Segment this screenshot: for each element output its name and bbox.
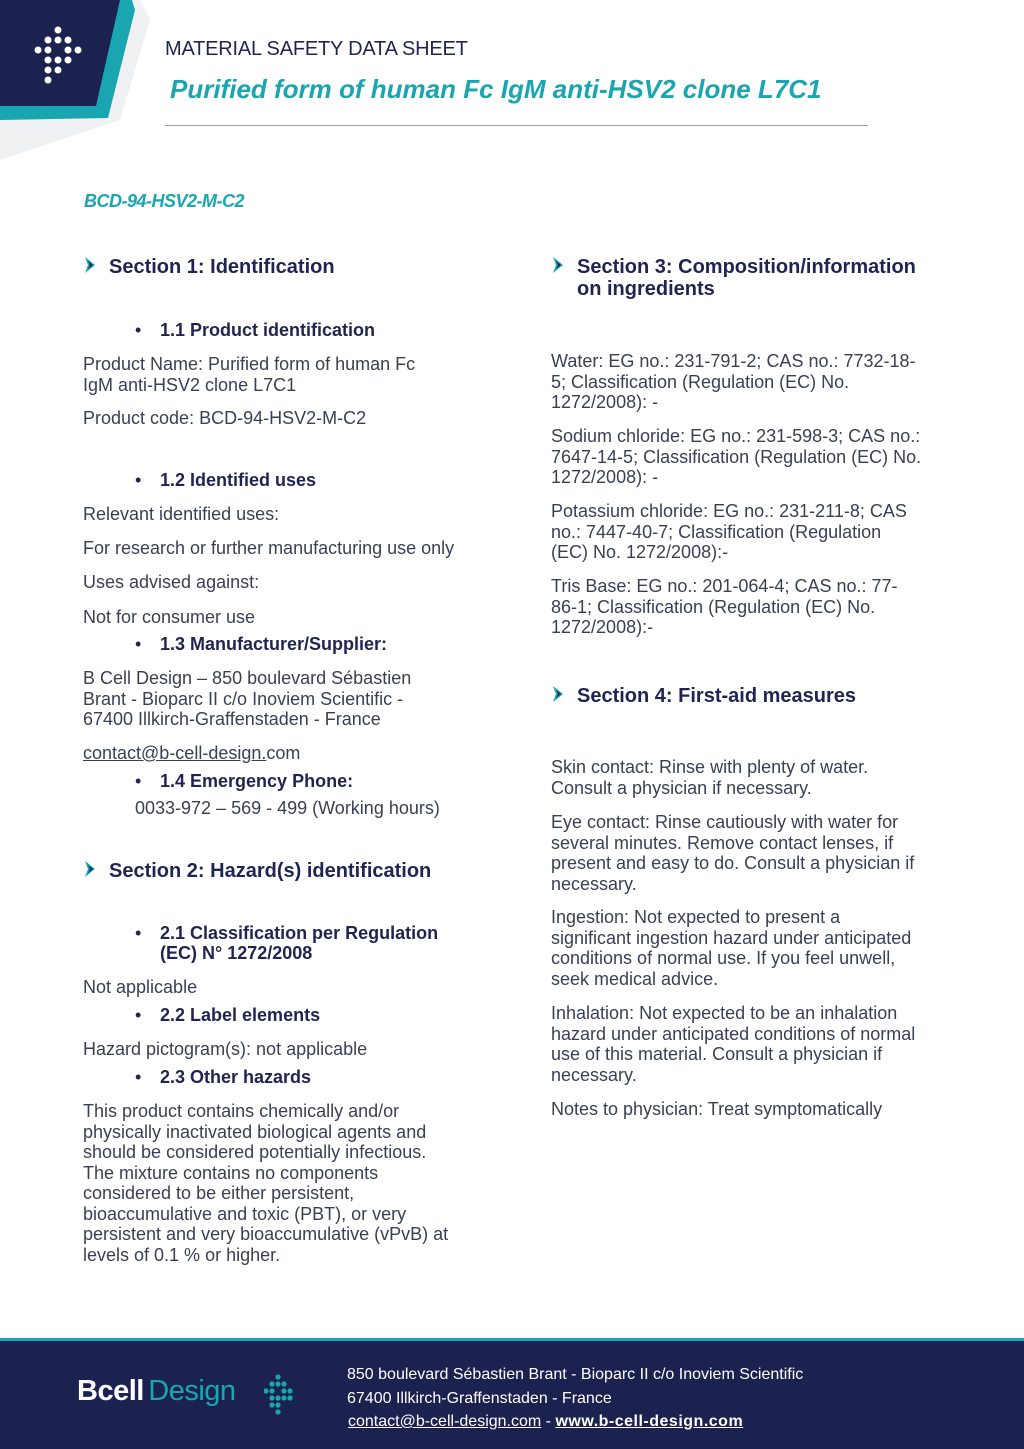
subsection-2-1-line: 2.1 Classification per Regulation xyxy=(160,923,439,943)
first-aid-line: use of this material. Consult a physician if xyxy=(551,1044,883,1064)
ingredient-water xyxy=(551,351,916,413)
email-tail: com xyxy=(266,743,301,763)
footer-brand xyxy=(77,1375,236,1408)
first-aid-line: necessary. xyxy=(551,873,637,894)
subsection-1-1-text: 1.1 Product identification xyxy=(160,320,376,340)
ingredient-sodium-chloride xyxy=(551,426,921,488)
emergency-phone: 0033-972 – 569 - 499 (Working hours) xyxy=(135,798,440,818)
ingredient-potassium-chloride xyxy=(551,501,907,563)
page-title: Purified form of human Fc IgM anti-HSV2 clone L7C1 xyxy=(170,74,822,104)
bullet-icon: • xyxy=(135,923,142,943)
ingredient-line: (EC) No. 1272/2008):- xyxy=(551,542,729,562)
footer-website-link[interactable]: www.b-cell-design.com xyxy=(555,1413,744,1430)
ingredient-line: Potassium chloride: EG no.: 231-211-8; CAS xyxy=(551,501,907,521)
first-aid-inhalation xyxy=(551,1003,915,1085)
section-2-title xyxy=(109,860,431,882)
hazard-line: The mixture contains no components xyxy=(83,1162,379,1183)
section-3-title xyxy=(577,256,916,300)
footer-separator: - xyxy=(545,1413,551,1430)
first-aid-line: Eye contact: Rinse cautiously with water for xyxy=(551,812,899,832)
subsection-2-3-text: 2.3 Other hazards xyxy=(160,1067,312,1087)
section-2-title-text: Section 2: Hazard(s) identification xyxy=(109,860,432,882)
subsection-1-3-text: 1.3 Manufacturer/Supplier: xyxy=(160,634,388,654)
hazard-line: bioaccumulative and toxic (PBT), or very xyxy=(83,1203,407,1224)
first-aid-skin xyxy=(551,757,868,798)
first-aid-line: present and easy to do. Consult a physician if xyxy=(551,853,915,873)
section-arrow-icon xyxy=(83,257,97,273)
footer xyxy=(0,1338,1024,1449)
label-elements-text: Hazard pictogram(s): not applicable xyxy=(83,1039,368,1059)
product-name xyxy=(83,354,415,395)
bullet-icon: • xyxy=(135,634,142,654)
bullet-icon: • xyxy=(135,771,142,791)
section-4-title-text: Section 4: First-aid measures xyxy=(577,685,856,707)
subsection-1-2-heading xyxy=(135,470,317,490)
first-aid-line: Skin contact: Rinse with plenty of water. xyxy=(551,757,869,777)
ingredient-line: 5; Classification (Regulation (EC) No. xyxy=(551,371,850,392)
ingredient-line: 1272/2008): - xyxy=(551,467,659,487)
first-aid-line: significant ingestion hazard under anticipated xyxy=(551,927,912,948)
classification-text: Not applicable xyxy=(83,977,198,997)
ingredient-line: Water: EG no.: 231-791-2; CAS no.: 7732-18- xyxy=(551,351,916,371)
section-arrow-icon xyxy=(551,257,565,273)
manufacturer-address xyxy=(83,668,411,730)
section-3-title-line: on ingredients xyxy=(577,278,715,300)
first-aid-line: Inhalation: Not expected to be an inhalation xyxy=(551,1003,898,1023)
section-arrow-icon xyxy=(551,686,565,702)
subsection-1-4-text: 1.4 Emergency Phone: xyxy=(160,771,354,791)
first-aid-line: Consult a physician if necessary. xyxy=(551,777,812,798)
section-3-title-line: Section 3: Composition/information xyxy=(577,256,916,278)
hazard-line: physically inactivated biological agents and xyxy=(83,1121,427,1142)
section-1-title xyxy=(109,256,335,278)
bullet-icon: • xyxy=(135,1005,142,1025)
ingredient-line: 86-1; Classification (Regulation (EC) No. xyxy=(551,596,876,617)
product-name-line: Product Name: Purified form of human Fc xyxy=(83,354,416,374)
product-name-line: IgM anti-HSV2 clone L7C1 xyxy=(83,374,297,395)
header-logo-block xyxy=(0,0,150,165)
uses-against-text: Not for consumer use xyxy=(83,607,256,627)
first-aid-eye xyxy=(551,812,914,894)
brand-name-bcell: Bcell xyxy=(77,1375,144,1407)
bullet-icon: • xyxy=(135,320,142,340)
section-4-title xyxy=(577,685,856,707)
hazard-line: This product contains chemically and/or xyxy=(83,1101,400,1121)
hazard-line: considered to be either persistent, xyxy=(83,1183,355,1203)
document-kind: MATERIAL SAFETY DATA SHEET xyxy=(165,38,468,60)
ingredient-line: no.: 7447-40-7; Classification (Regulation xyxy=(551,521,882,542)
address-line: Brant - Bioparc II c/o Inoviem Scientific - xyxy=(83,688,404,709)
hazard-line: levels of 0.1 % or higher. xyxy=(83,1244,281,1265)
email-link[interactable]: contact@b-cell-design. xyxy=(83,743,267,763)
product-code-heading: BCD-94-HSV2-M-C2 xyxy=(84,191,245,211)
address-line: 67400 Illkirch-Graffenstaden - France xyxy=(83,709,381,729)
bullet-icon: • xyxy=(135,470,142,490)
hazard-line: persistent and very bioaccumulative (vPvB) at xyxy=(83,1224,449,1244)
other-hazards-text xyxy=(83,1101,448,1265)
first-aid-ingestion xyxy=(551,907,911,989)
ingredient-line: 7647-14-5; Classification (Regulation (EC) No. xyxy=(551,446,922,467)
first-aid-line: Ingestion: Not expected to present a xyxy=(551,907,841,927)
uses-relevant-label: Relevant identified uses: xyxy=(83,504,280,524)
first-aid-line: hazard under anticipated conditions of normal xyxy=(551,1023,916,1044)
subsection-1-2-text: 1.2 Identified uses xyxy=(160,470,317,490)
first-aid-line: conditions of normal use. If you feel unwell, xyxy=(551,948,896,968)
uses-against-label: Uses advised against: xyxy=(83,572,260,592)
subsection-1-1-heading xyxy=(135,320,376,340)
footer-email-link[interactable]: contact@b-cell-design.com xyxy=(348,1413,542,1430)
hazard-line: should be considered potentially infectious. xyxy=(83,1142,427,1162)
dotted-diamond-logo-icon xyxy=(0,0,150,165)
subsection-2-3-heading xyxy=(135,1067,312,1087)
section-1-title-text: Section 1: Identification xyxy=(109,256,335,278)
uses-relevant-text: For research or further manufacturing use only xyxy=(83,538,455,558)
ingredient-line: Tris Base: EG no.: 201-064-4; CAS no.: 77- xyxy=(551,576,898,596)
subsection-2-2-text: 2.2 Label elements xyxy=(160,1005,321,1025)
address-line: B Cell Design – 850 boulevard Sébastien xyxy=(83,668,412,688)
brand-logo-icon xyxy=(264,1373,298,1417)
footer-address-line-1: 850 boulevard Sébastien Brant - Bioparc II c/o Inoviem Scientific xyxy=(347,1366,804,1383)
footer-contact xyxy=(348,1413,743,1431)
subsection-2-2-heading xyxy=(135,1005,321,1025)
subsection-1-4-heading xyxy=(135,771,354,791)
footer-address-line-2: 67400 Illkirch-Graffenstaden - France xyxy=(347,1390,612,1407)
ingredient-line: 1272/2008): - xyxy=(551,392,659,412)
ingredient-line: Sodium chloride: EG no.: 231-598-3; CAS no.: xyxy=(551,426,921,446)
product-code: Product code: BCD-94-HSV2-M-C2 xyxy=(83,408,367,428)
section-arrow-icon xyxy=(83,861,97,877)
brand-name-design: Design xyxy=(148,1375,236,1407)
subsection-2-1-heading xyxy=(135,923,439,963)
ingredient-tris-base xyxy=(551,576,898,638)
subsection-1-3-heading xyxy=(135,634,388,654)
ingredient-line: 1272/2008):- xyxy=(551,617,654,637)
manufacturer-email xyxy=(83,743,300,764)
header-divider xyxy=(165,125,868,126)
subsection-2-1-line: (EC) N° 1272/2008 xyxy=(160,943,313,963)
first-aid-line: several minutes. Remove contact lenses, if xyxy=(551,832,894,853)
bullet-icon: • xyxy=(135,1067,142,1087)
first-aid-line: necessary. xyxy=(551,1064,637,1085)
first-aid-line: seek medical advice. xyxy=(551,968,719,989)
first-aid-notes: Notes to physician: Treat symptomatically xyxy=(551,1099,883,1119)
